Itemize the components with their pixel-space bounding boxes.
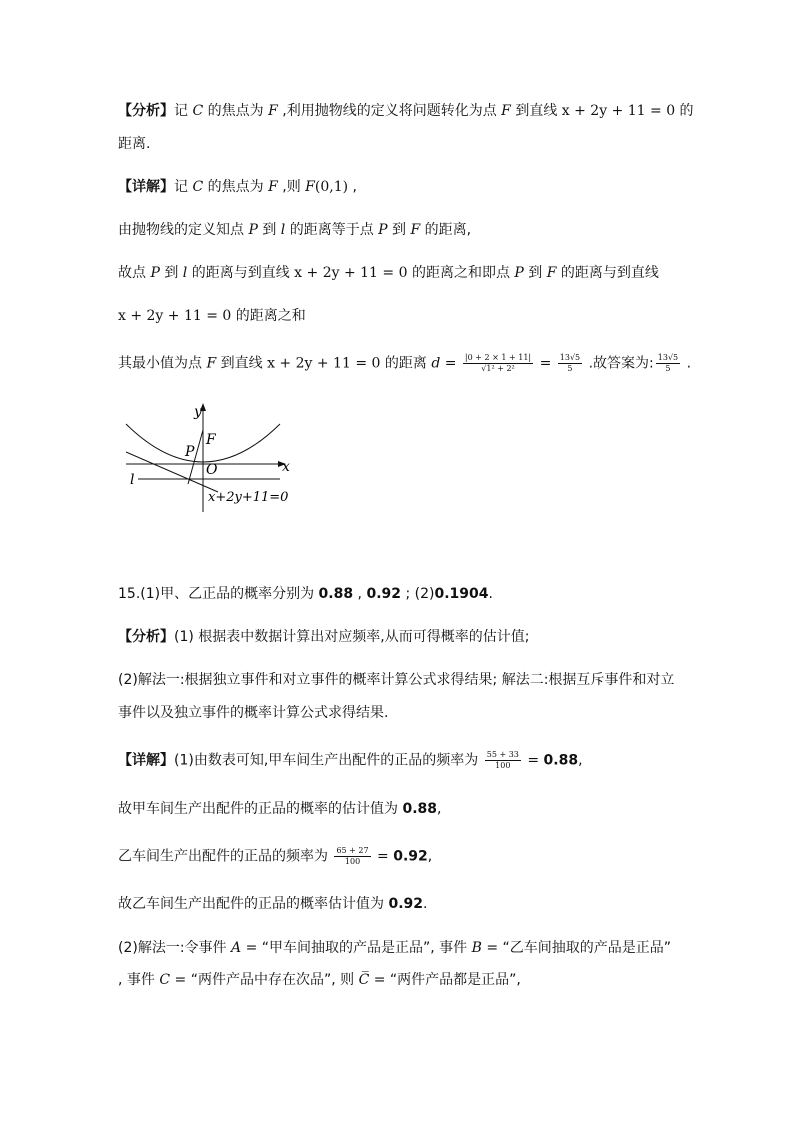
fraction-numerator: 13√5: [559, 353, 581, 362]
text: 故点: [118, 265, 151, 281]
frequency-fraction: [334, 846, 370, 867]
answer-fraction: [656, 353, 680, 374]
line-equation: x + 2y + 11 = 0: [294, 265, 408, 281]
text: 的: [675, 103, 694, 119]
analysis-tag: 【分析】: [118, 103, 174, 119]
value: 0.88: [402, 801, 437, 817]
math-var: l: [280, 222, 286, 238]
q15-solution-1: [118, 750, 583, 771]
result-fraction: [558, 353, 582, 374]
text: (1) 根据表中数据计算出对应频率,从而可得概率的估计值;: [174, 629, 530, 645]
frequency-fraction: [485, 750, 521, 771]
analysis-line-2: [118, 134, 150, 154]
text: ; (2): [401, 586, 435, 602]
math-var: F: [206, 355, 217, 372]
focus-label: F: [206, 432, 216, 448]
math-var: F: [501, 103, 511, 119]
fraction-denominator: 100: [495, 761, 511, 770]
math-var: B: [471, 940, 482, 956]
q15-solution-3: [118, 846, 432, 867]
text: 的焦点为: [203, 103, 269, 119]
text: 到: [159, 265, 183, 281]
math-var: l: [182, 265, 188, 281]
q15-analysis-1: [118, 627, 529, 647]
q15-analysis-2: [118, 670, 674, 690]
origin-label: O: [206, 462, 218, 478]
analysis-line-1: [118, 101, 694, 121]
math-var: F: [305, 179, 315, 195]
q15-solution-2: [118, 799, 441, 819]
solution-tag: 【详解】: [118, 179, 174, 195]
text: 乙车间生产出配件的正品的频率为: [118, 848, 333, 865]
text: 记: [174, 179, 193, 195]
analysis-tag: 【分析】: [118, 629, 174, 645]
fraction-numerator: 55 + 33: [486, 750, 519, 759]
text: ,: [578, 752, 583, 769]
text: 故甲车间生产出配件的正品的概率的估计值为: [118, 801, 403, 817]
value: 0.88: [543, 752, 579, 769]
text: 15.(1)甲、乙正品的概率分别为: [118, 586, 319, 602]
math-var: P: [248, 222, 258, 238]
math-var: d: [431, 355, 441, 372]
equals: =: [535, 355, 556, 372]
text: (2)解法一:根据独立事件和对立事件的概率计算公式求得结果; 解法二:根据互斥事件和对立: [118, 672, 675, 688]
text: ,: [348, 179, 357, 195]
text: ,则: [277, 179, 306, 195]
text: ,: [437, 801, 442, 817]
q15-solution-6: [118, 970, 521, 990]
text: 到: [257, 222, 281, 238]
equals: =: [522, 752, 544, 769]
text: ,: [353, 586, 367, 602]
q15-solution-4: [118, 894, 427, 914]
math-var: F: [268, 179, 278, 195]
text: = “乙车间抽取的产品是正品”: [481, 940, 672, 956]
math-var: A: [231, 940, 242, 956]
fraction-numerator: 13√5: [657, 353, 679, 362]
text: ,利用抛物线的定义将问题转化为点: [277, 103, 502, 119]
math-var: C: [192, 103, 204, 119]
value: 0.1904: [434, 586, 489, 602]
x-axis-label: x: [282, 459, 290, 475]
text: 记: [174, 103, 193, 119]
line-equation: x + 2y + 11 = 0: [561, 103, 676, 119]
text: 的距离与到直线: [187, 265, 295, 281]
fraction-numerator: |0 + 2 × 1 + 11|: [464, 353, 532, 362]
coordinate: (0,1): [314, 179, 349, 195]
text: .: [423, 896, 428, 912]
line-equation-label: x+2y+11=0: [208, 490, 289, 505]
text: (1)由数表可知,甲车间生产出配件的正品的频率为: [174, 752, 483, 769]
text: 到: [387, 222, 411, 238]
text: 事件以及独立事件的概率计算公式求得结果.: [118, 705, 389, 721]
y-axis-label: y: [194, 404, 202, 420]
fraction-numerator: 65 + 27: [336, 846, 369, 855]
text: .: [488, 586, 493, 602]
math-var: P: [150, 265, 160, 281]
solution-tag: 【详解】: [118, 752, 174, 769]
fraction-denominator: 100: [344, 857, 361, 866]
text: 到: [523, 265, 547, 281]
solution-line-5: [118, 353, 691, 374]
math-var: F: [268, 103, 278, 119]
text: ,: [427, 848, 433, 865]
solution-line-2: [118, 220, 471, 240]
text: 的距离之和即点: [407, 265, 515, 281]
text: .: [682, 355, 692, 372]
text: 由抛物线的定义知点: [118, 222, 249, 238]
text: 的距离等于点: [285, 222, 379, 238]
q15-answer: [118, 584, 493, 604]
line-equation: x + 2y + 11 = 0: [267, 355, 381, 372]
math-var: P: [514, 265, 524, 281]
math-var: C: [192, 179, 204, 195]
equals: =: [372, 848, 394, 865]
text: 到直线: [510, 103, 562, 119]
text: = “甲车间抽取的产品是正品”, 事件: [241, 940, 472, 956]
point-p-label: P: [185, 444, 195, 460]
text: 故乙车间生产出配件的正品的概率估计值为: [118, 896, 389, 912]
solution-line-3: [118, 263, 659, 283]
math-var: C̅: [358, 972, 370, 988]
solution-line-1: [118, 177, 357, 197]
text: = “两件产品都是正品”,: [369, 972, 521, 988]
parabola-figure: [118, 400, 298, 515]
directrix-label: l: [130, 472, 135, 488]
fraction-denominator: 5: [567, 364, 573, 373]
value: 0.92: [393, 848, 428, 865]
q15-solution-5: [118, 938, 671, 958]
fraction-denominator: 5: [665, 364, 671, 373]
text: 的焦点为: [203, 179, 269, 195]
solution-line-4: [118, 306, 306, 326]
fraction-denominator: √1² + 2²: [481, 364, 515, 373]
value: 0.92: [366, 586, 401, 602]
equals: =: [440, 355, 461, 372]
value: 0.88: [318, 586, 354, 602]
text: 的距离之和: [231, 308, 306, 324]
value: 0.92: [388, 896, 423, 912]
text: 到直线: [216, 355, 268, 372]
text: 距离.: [118, 136, 151, 152]
distance-fraction: [463, 353, 533, 374]
text: (2)解法一:令事件: [118, 940, 231, 956]
text: 其最小值为点: [118, 355, 207, 372]
text: 的距离: [380, 355, 432, 372]
math-var: C: [159, 972, 171, 988]
text: .故答案为:: [584, 355, 654, 372]
text: 的距离与到直线: [556, 265, 659, 281]
target-line: [126, 452, 218, 492]
math-var: F: [546, 265, 557, 281]
text: 的距离,: [420, 222, 472, 238]
line-equation: x + 2y + 11 = 0: [118, 308, 232, 324]
math-var: F: [410, 222, 421, 238]
math-var: P: [378, 222, 388, 238]
text: , 事件: [118, 972, 160, 988]
text: = “两件产品中存在次品”, 则: [170, 972, 359, 988]
q15-analysis-3: [118, 703, 388, 723]
